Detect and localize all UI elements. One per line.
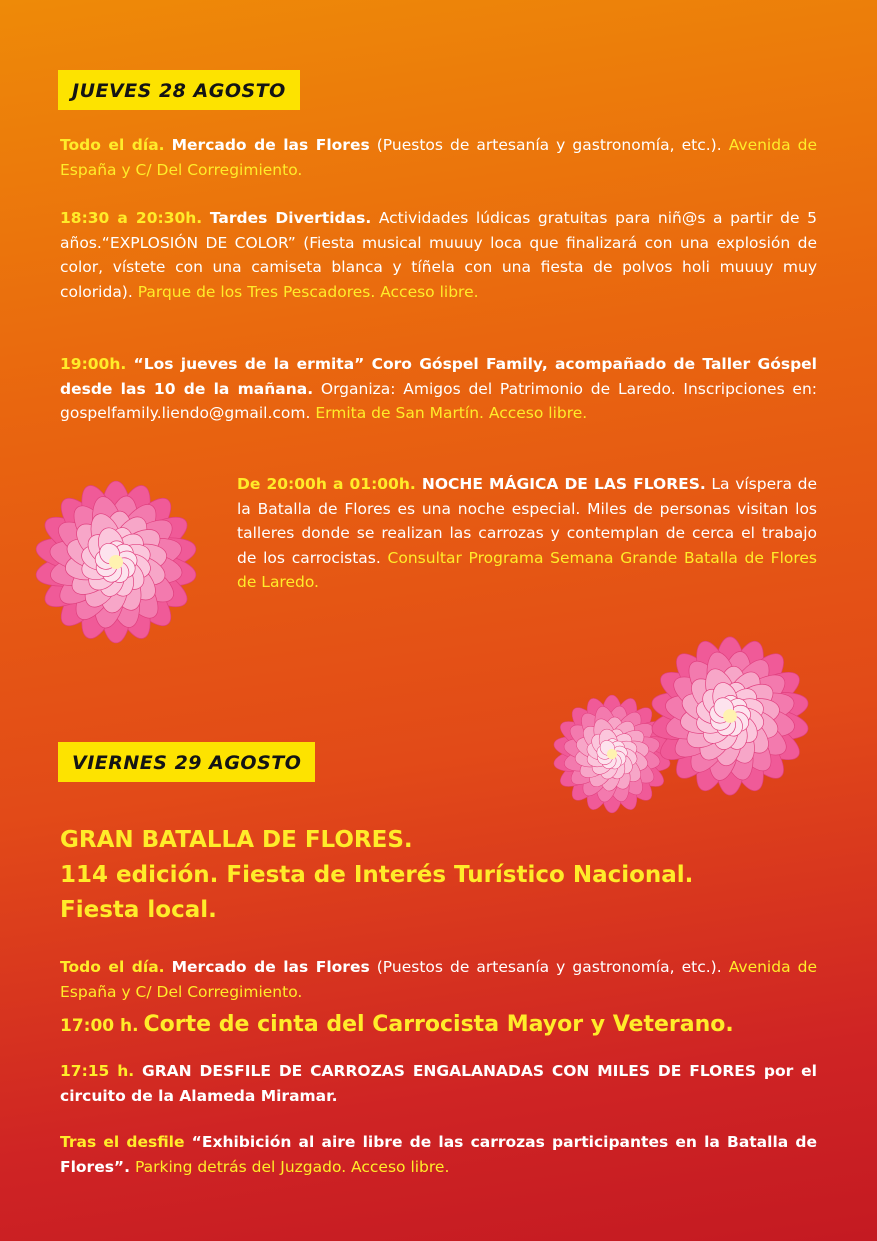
- event-gospel: [60, 352, 817, 426]
- event-market-thursday: [60, 133, 817, 182]
- event-title: GRAN DESFILE DE CARROZAS ENGALANADAS CON MILES DE FLORES por el circuito de la Alameda Miramar.: [60, 1062, 817, 1105]
- event-title: Mercado de las Flores: [171, 136, 370, 154]
- headline-line: GRAN BATALLA DE FLORES.: [60, 827, 413, 853]
- headline-line: Fiesta local.: [60, 897, 217, 923]
- friday-headline: [60, 823, 817, 928]
- event-exhibition: [60, 1130, 817, 1179]
- event-title: NOCHE MÁGICA DE LAS FLORES.: [415, 475, 706, 493]
- event-tardes-divertidas: [60, 206, 817, 304]
- dahlia-flower-icon: [644, 630, 816, 802]
- event-title: “Los jueves de la ermita” Coro Góspel Family, acompañado de Taller Góspel desde las 10 de la mañana.: [60, 355, 817, 398]
- event-time: Todo el día.: [60, 136, 165, 154]
- friday-date-text: VIERNES 29 AGOSTO: [72, 752, 302, 774]
- headline-line: 114 edición. Fiesta de Interés Turístico Nacional.: [60, 862, 694, 888]
- event-market-friday: [60, 955, 817, 1004]
- event-time: De 20:00h a 01:00h.: [237, 475, 416, 493]
- event-location: Parking detrás del Juzgado. Acceso libre.: [130, 1157, 450, 1176]
- thursday-date-text: JUEVES 28 AGOSTO: [72, 80, 286, 102]
- event-ribbon-cutting: [60, 1010, 817, 1041]
- event-time: 19:00h.: [60, 355, 127, 373]
- event-time: 18:30 a 20:30h.: [60, 209, 203, 227]
- event-location: Avenida de España y C/ Del Corregimiento.: [60, 136, 818, 179]
- event-detail: Actividades lúdicas gratuitas para niñ@s a partir de 5 años.“EXPLOSIÓN DE COLOR” (Fiesta musical muuuy loca que finalizará con una explosión de color, vístete con una camiseta blanca y tíñela con una fiesta de polvos holi muuuy muy colorida).: [60, 209, 817, 301]
- friday-date-badge: [58, 742, 315, 782]
- event-time: Tras el desfile: [60, 1133, 185, 1151]
- event-detail: (Puestos de artesanía y gastronomía, etc.).: [369, 136, 729, 154]
- dahlia-flower-icon: [28, 474, 204, 650]
- event-location: Avenida de España y C/ Del Corregimiento.: [60, 958, 818, 1001]
- event-detail: (Puestos de artesanía y gastronomía, etc.).: [369, 958, 729, 976]
- thursday-date-badge: [58, 70, 300, 110]
- event-location: Consultar Programa Semana Grande Batalla de Flores de Laredo.: [237, 548, 817, 591]
- event-noche-magica: [237, 472, 817, 595]
- event-time: Todo el día.: [60, 958, 165, 976]
- event-detail: La víspera de la Batalla de Flores es una noche especial. Miles de personas visitan los talleres donde se realizan las carrozas y contemplan de cerca el trabajo de los carrocistas.: [237, 475, 817, 567]
- event-title: “Exhibición al aire libre de las carrozas participantes en la Batalla de Flores”.: [60, 1133, 818, 1176]
- event-title: Tardes Divertidas.: [209, 209, 372, 227]
- event-detail: Organiza: Amigos del Patrimonio de Laredo. Inscripciones en: gospelfamily.liendo@gmail.com.: [60, 379, 818, 422]
- event-title: Corte de cinta del Carrocista Mayor y Veterano.: [143, 1012, 734, 1037]
- event-title: Mercado de las Flores: [171, 958, 370, 976]
- event-location: Ermita de San Martín. Acceso libre.: [315, 404, 588, 422]
- event-time: 17:15 h.: [60, 1062, 135, 1080]
- event-time: 17:00 h.: [60, 1016, 139, 1036]
- event-location: Parque de los Tres Pescadores. Acceso libre.: [137, 282, 479, 301]
- event-parade: [60, 1059, 817, 1108]
